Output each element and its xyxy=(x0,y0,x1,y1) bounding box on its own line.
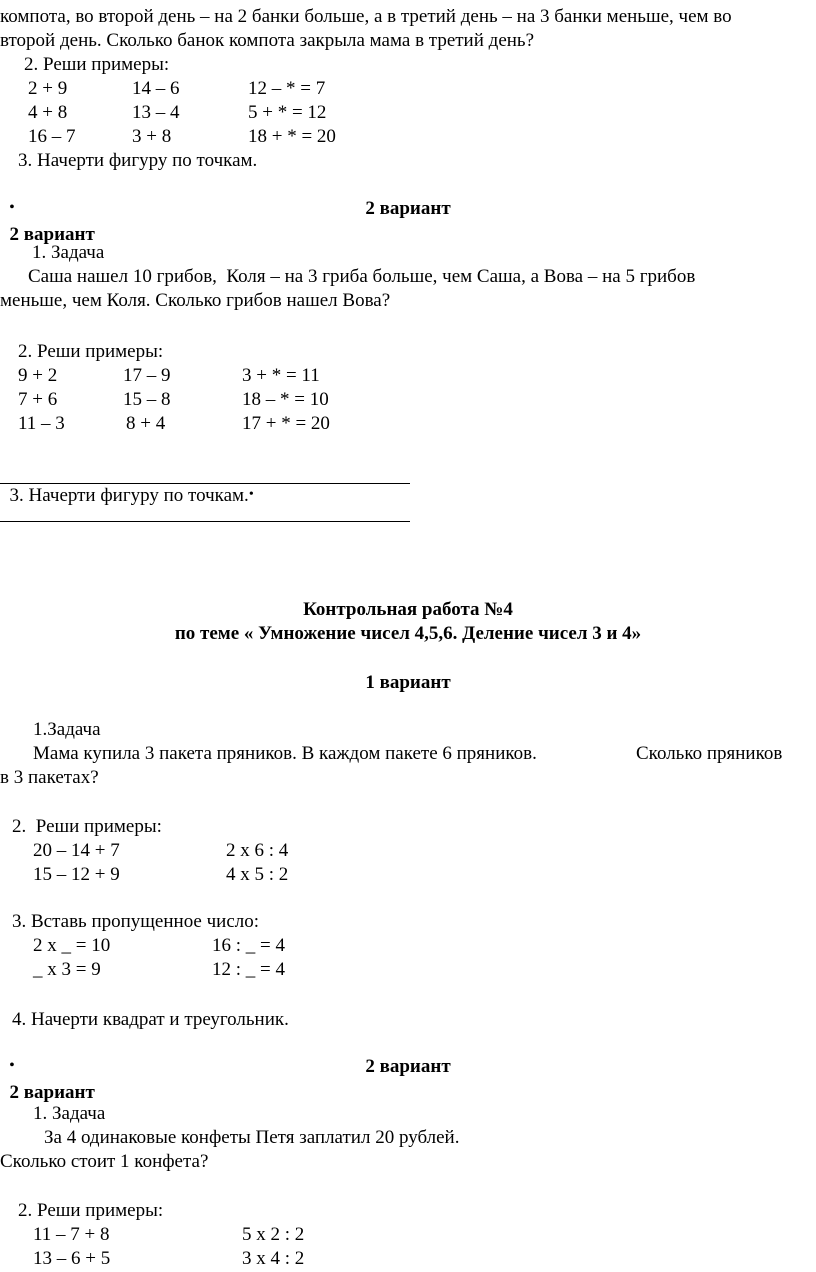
example: 7 + 6 xyxy=(18,389,58,410)
task-text: Саша нашел 10 грибов, Коля – на 3 гриба больше, чем Саша, а Вова – на 5 грибов xyxy=(28,266,696,287)
page-subtitle: по теме « Умножение чисел 4,5,6. Деление чисел 3 и 4» xyxy=(174,623,642,644)
example: 20 – 14 + 7 xyxy=(33,840,120,861)
example: 12 : _ = 4 xyxy=(212,959,285,980)
drawing-line xyxy=(0,521,410,522)
example: 12 – * = 7 xyxy=(248,78,326,99)
draw-instruction: 4. Начерти квадрат и треугольник. xyxy=(12,1009,289,1030)
example: 11 – 3 xyxy=(18,413,65,434)
example: 4 х 5 : 2 xyxy=(226,864,289,885)
page-title: Контрольная работа №4 xyxy=(303,599,513,620)
bullet-icon: • xyxy=(9,1058,15,1073)
insert-heading: 3. Вставь пропущенное число: xyxy=(12,911,260,932)
example: 14 – 6 xyxy=(132,78,180,99)
example: 16 : _ = 4 xyxy=(212,935,285,956)
example: 3 + 8 xyxy=(132,126,172,147)
variant-heading: 2 вариант xyxy=(365,1056,451,1077)
example: 15 – 8 xyxy=(123,389,171,410)
text-line: компота, во второй день – на 2 банки больше, а в третий день – на 3 банки меньше, чем во xyxy=(0,6,732,27)
example: 3 х 4 : 2 xyxy=(242,1248,305,1269)
example: 5 х 2 : 2 xyxy=(242,1224,305,1245)
task-text: в 3 пакетах? xyxy=(0,767,99,788)
draw-text: 3. Начерти фигуру по точкам. xyxy=(9,485,249,506)
example: 9 + 2 xyxy=(18,365,58,386)
example: 15 – 12 + 9 xyxy=(33,864,120,885)
variant-label: 2 вариант xyxy=(9,1082,95,1103)
example: _ х 3 = 9 xyxy=(33,959,101,980)
draw-instruction xyxy=(0,460,254,510)
example: 13 – 4 xyxy=(132,102,180,123)
example: 5 + * = 12 xyxy=(248,102,327,123)
task-text: За 4 одинаковые конфеты Петя заплатил 20 рублей. xyxy=(44,1127,460,1148)
example: 2 + 9 xyxy=(28,78,68,99)
example: 2 х _ = 10 xyxy=(33,935,111,956)
bullet-icon: • xyxy=(9,200,15,215)
example: 17 + * = 20 xyxy=(242,413,330,434)
example: 18 + * = 20 xyxy=(248,126,336,147)
text-line: второй день. Сколько банок компота закрыла мама в третий день? xyxy=(0,30,535,51)
task-text: Сколько стоит 1 конфета? xyxy=(0,1151,209,1172)
task-text: Сколько пряников xyxy=(636,743,783,764)
bullet-icon: • xyxy=(248,487,254,502)
variant-heading: 2 вариант xyxy=(365,198,451,219)
variant-heading: 1 вариант xyxy=(365,672,451,693)
examples-heading: 2. Реши примеры: xyxy=(24,54,170,75)
example: 8 + 4 xyxy=(126,413,166,434)
task-heading: 1. Задача xyxy=(33,1103,106,1124)
drawing-line xyxy=(0,483,410,484)
example: 11 – 7 + 8 xyxy=(33,1224,110,1245)
task-text: меньше, чем Коля. Сколько грибов нашел Вова? xyxy=(0,290,391,311)
examples-heading: 2. Реши примеры: xyxy=(18,1200,164,1221)
example: 3 + * = 11 xyxy=(242,365,320,386)
task-heading: 1. Задача xyxy=(32,242,105,263)
draw-instruction: 3. Начерти фигуру по точкам. xyxy=(18,150,258,171)
task-text: Мама купила 3 пакета пряников. В каждом пакете 6 пряников. xyxy=(33,743,537,764)
example: 18 – * = 10 xyxy=(242,389,329,410)
example: 4 + 8 xyxy=(28,102,68,123)
examples-heading: 2. Реши примеры: xyxy=(18,341,164,362)
example: 17 – 9 xyxy=(123,365,171,386)
example: 13 – 6 + 5 xyxy=(33,1248,111,1269)
examples-heading: 2. Реши примеры: xyxy=(12,816,162,837)
example: 16 – 7 xyxy=(28,126,76,147)
variant-label: 2 вариант xyxy=(9,224,95,245)
task-heading: 1.Задача xyxy=(33,719,101,740)
example: 2 х 6 : 4 xyxy=(226,840,289,861)
